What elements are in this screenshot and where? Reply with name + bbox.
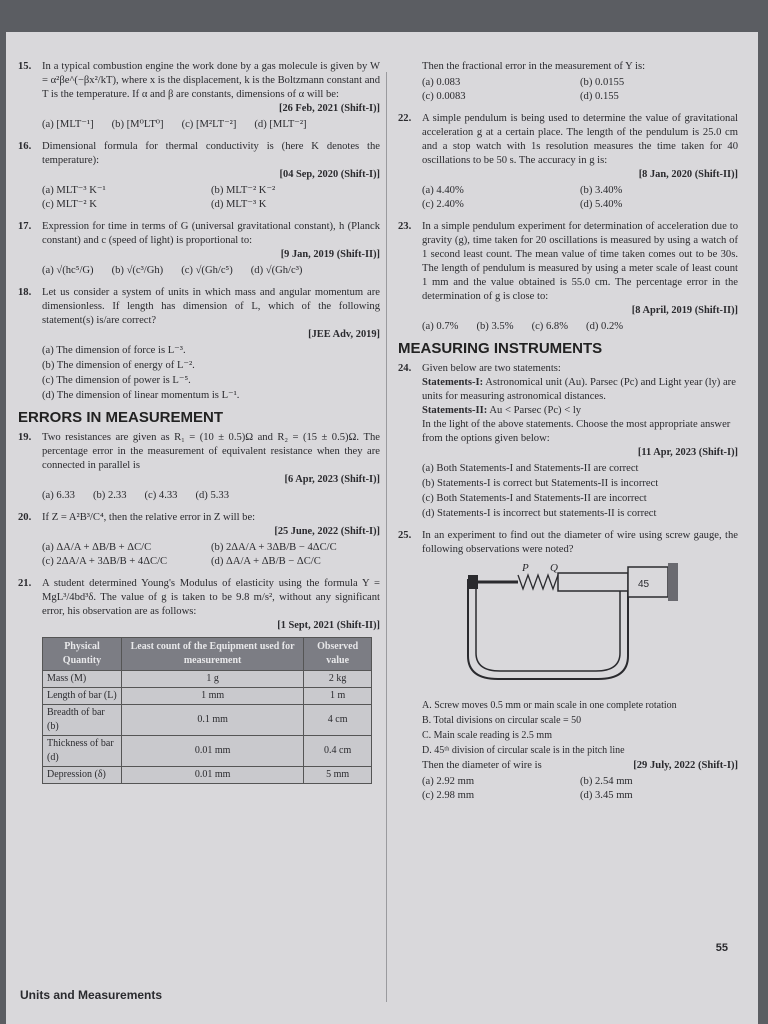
main-scale xyxy=(558,573,628,591)
circular-scale-reading: 45 xyxy=(638,579,650,590)
chapter-footer: Units and Measurements xyxy=(20,988,163,1002)
table-row xyxy=(43,688,372,705)
question-prompt: Then the diameter of wire is xyxy=(422,760,542,771)
question-number: 18. xyxy=(18,287,32,298)
observations xyxy=(398,699,738,758)
question-21-continued xyxy=(398,60,738,104)
option-d: (d) Statements-I is incorrect but statements-II is correct xyxy=(422,508,657,519)
question-source: [26 Feb, 2021 (Shift-I)] xyxy=(278,103,380,114)
observation-d: D. 45ᵗʰ division of circular scale is in the pitch line xyxy=(422,745,625,756)
option-c: (c) [M²LT⁻²] xyxy=(181,119,237,130)
option-d: (d) 0.155 xyxy=(580,91,619,102)
question-source: [1 Sept, 2021 (Shift-II)] xyxy=(277,620,380,631)
column-divider xyxy=(386,72,387,1002)
options xyxy=(18,344,380,403)
option-b: (b) 3.40% xyxy=(580,185,623,196)
table-row xyxy=(43,671,372,688)
option-b: (b) [M⁰LT⁰] xyxy=(111,119,164,130)
question-text: Dimensional formula for thermal conductivity is (here K denotes the temperature): xyxy=(42,141,380,166)
question-text: A student determined Young's Modulus of elasticity using the formula Y = MgL³/4bd³δ. The value of g is taken to be 9.8 m/s², without any significant error, his observation are as follows: xyxy=(42,578,380,617)
question-text: If Z = A²B³/C⁴, then the relative error in Z will be: xyxy=(42,512,256,523)
question-number: 16. xyxy=(18,141,32,152)
question-source: [9 Jan, 2019 (Shift-II)] xyxy=(280,249,380,260)
question-source: [JEE Adv, 2019] xyxy=(308,329,380,340)
option-c: (c) 0.0083 xyxy=(422,91,466,102)
statement-text: Au < Parsec (Pc) < ly xyxy=(489,405,582,416)
right-column xyxy=(398,60,738,811)
table-cell: 0.01 mm xyxy=(121,767,303,784)
table-row xyxy=(43,736,372,767)
option-d: (d) 0.2% xyxy=(586,321,624,332)
question-text: In a simple pendulum experiment for determination of acceleration due to gravity (g), time taken for 20 oscillations is measured by using a watch of 1 second least count. The mean value of time taken comes out to be 30s. The length of pendulum is measured by using a meter scale of least count 1 mm and the value obtained is 55.0 cm. The percentage error in the determination of g is close to: xyxy=(422,221,738,302)
observation-b: B. Total divisions on circular scale = 50 xyxy=(422,715,582,726)
option-a: (a) MLT⁻³ K⁻¹ xyxy=(42,185,106,196)
option-a: (a) Both Statements-I and Statements-II are correct xyxy=(422,463,639,474)
question-source: [04 Sep, 2020 (Shift-I)] xyxy=(279,169,380,180)
question-prompt: In the light of the above statements. Choose the most appropriate answer from the options given below: xyxy=(422,419,731,444)
options xyxy=(18,489,380,503)
question-text: Two resistances are given as R₁ = (10 ± 0.5)Ω and R₂ = (15 ± 0.5)Ω. The percentage error in the measurement of equivalent resistance when they are connected in parallel is xyxy=(42,432,380,471)
question-16 xyxy=(18,140,380,212)
table-cell: 0.01 mm xyxy=(121,736,303,767)
options xyxy=(398,76,738,104)
question-source: [8 April, 2019 (Shift-II)] xyxy=(631,305,738,316)
option-b: (b) The dimension of energy of L⁻². xyxy=(42,360,195,371)
section-heading-errors: ERRORS IN MEASUREMENT xyxy=(18,409,224,426)
table-header: Least count of the Equipment used for measurement xyxy=(121,638,303,671)
option-d: (d) [MLT⁻²] xyxy=(254,119,307,130)
label-p: P xyxy=(522,562,529,574)
table-cell: 1 mm xyxy=(121,688,303,705)
option-a: (a) 4.40% xyxy=(422,185,464,196)
table-header-row xyxy=(43,638,372,671)
table-cell: 5 mm xyxy=(304,767,372,784)
anvil xyxy=(468,575,478,589)
option-b: (b) 2ΔA/A + 3ΔB/B − 4ΔC/C xyxy=(211,542,337,553)
spindle-thread xyxy=(518,575,558,589)
option-a: (a) 0.7% xyxy=(422,321,459,332)
question-number: 23. xyxy=(398,221,412,232)
table-cell: Depression (δ) xyxy=(43,767,122,784)
screw-gauge-figure xyxy=(438,561,698,686)
table-row xyxy=(43,767,372,784)
table-header: Observed value xyxy=(304,638,372,671)
options xyxy=(18,118,380,132)
question-text: A simple pendulum is being used to determine the value of gravitational acceleration g at a certain place. The length of the pendulum is 25.0 cm and a stop watch with 1s resolution measures the time taken for 40 oscillations to be 50 s. The accuracy in g is: xyxy=(422,113,738,166)
option-b: (b) 2.54 mm xyxy=(580,776,633,787)
options xyxy=(18,184,380,212)
options xyxy=(398,320,738,334)
table-cell: 2 kg xyxy=(304,671,372,688)
table-cell: 1 m xyxy=(304,688,372,705)
option-c: (c) 4.33 xyxy=(144,490,178,501)
option-d: (d) MLT⁻³ K xyxy=(211,199,267,210)
question-text: Expression for time in terms of G (universal gravitational constant), h (Planck constant) and c (speed of light) is proportional to: xyxy=(42,221,380,246)
question-text: Then the fractional error in the measurement of Y is: xyxy=(422,61,646,72)
observation-a: A. Screw moves 0.5 mm or main scale in one complete rotation xyxy=(422,700,677,711)
option-a: (a) 0.083 xyxy=(422,77,461,88)
question-text: Given below are two statements: xyxy=(422,363,561,374)
gauge-frame xyxy=(468,579,628,679)
option-a: (a) The dimension of force is L⁻³. xyxy=(42,345,186,356)
textbook-page xyxy=(6,32,758,1024)
question-23 xyxy=(398,220,738,334)
option-d: (d) 5.40% xyxy=(580,199,623,210)
option-d: (d) ΔA/A + ΔB/B − ΔC/C xyxy=(211,556,321,567)
statement-text: Astronomical unit (Au). Parsec (Pc) and Light year (ly) are units for measuring astronomical distances. xyxy=(422,377,736,402)
table-cell: 1 g xyxy=(121,671,303,688)
question-number: 22. xyxy=(398,113,412,124)
option-a: (a) 6.33 xyxy=(42,490,75,501)
option-c: (c) 2.40% xyxy=(422,199,464,210)
option-a: (a) ΔA/A + ΔB/B + ΔC/C xyxy=(42,542,152,553)
page-number: 55 xyxy=(715,942,728,954)
question-19 xyxy=(18,431,380,503)
observation-table xyxy=(42,637,372,784)
question-prompt-row xyxy=(398,759,738,773)
question-source: [29 July, 2022 (Shift-I)] xyxy=(633,760,738,771)
option-d: (d) The dimension of linear momentum is L⁻¹. xyxy=(42,390,240,401)
option-c: (c) 2.98 mm xyxy=(422,790,475,801)
table-cell: 0.1 mm xyxy=(121,705,303,736)
option-c: (c) MLT⁻² K xyxy=(42,199,97,210)
question-24 xyxy=(398,362,738,521)
option-c: (c) 2ΔA/A + 3ΔB/B + 4ΔC/C xyxy=(42,556,168,567)
statement-1 xyxy=(398,376,738,404)
options xyxy=(18,541,380,569)
option-b: (b) MLT⁻² K⁻² xyxy=(211,185,276,196)
statement-label: Statements-II: xyxy=(422,405,488,416)
table-row xyxy=(43,705,372,736)
question-source: [8 Jan, 2020 (Shift-II)] xyxy=(638,169,738,180)
question-number: 25. xyxy=(398,530,412,541)
question-number: 21. xyxy=(18,578,32,589)
table-cell: 0.4 cm xyxy=(304,736,372,767)
option-d: (d) 3.45 mm xyxy=(580,790,633,801)
gauge-frame-inner xyxy=(476,579,620,671)
label-q: Q xyxy=(550,562,558,574)
question-number: 17. xyxy=(18,221,32,232)
option-c: (c) The dimension of power is L⁻⁵. xyxy=(42,375,191,386)
option-a: (a) [MLT⁻¹] xyxy=(42,119,94,130)
option-d: (d) √(Gh/c³) xyxy=(250,265,303,276)
option-d: (d) 5.33 xyxy=(195,490,229,501)
statement-label: Statements-I: xyxy=(422,377,484,388)
question-source: [6 Apr, 2023 (Shift-I)] xyxy=(284,474,380,485)
option-b: (b) √(c³/Gh) xyxy=(111,265,164,276)
question-20 xyxy=(18,511,380,569)
option-b: (b) 0.0155 xyxy=(580,77,625,88)
question-15 xyxy=(18,60,380,132)
statement-2 xyxy=(398,404,738,418)
question-21 xyxy=(18,577,380,784)
option-a: (a) 2.92 mm xyxy=(422,776,475,787)
table-header: Physical Quantity xyxy=(43,638,122,671)
option-b: (b) 3.5% xyxy=(476,321,514,332)
question-18 xyxy=(18,286,380,403)
option-c: (c) 6.8% xyxy=(531,321,569,332)
options xyxy=(398,775,738,803)
question-source: [25 June, 2022 (Shift-I)] xyxy=(274,526,380,537)
question-number: 19. xyxy=(18,432,32,443)
observation-c: C. Main scale reading is 2.5 mm xyxy=(422,730,552,741)
table-cell: Breadth of bar (b) xyxy=(43,705,122,736)
question-number: 15. xyxy=(18,61,32,72)
options xyxy=(398,184,738,212)
question-text: Let us consider a system of units in which mass and angular momentum are dimensionless. If length has dimension of L, which of the following statement(s) is/are correct? xyxy=(42,287,380,326)
question-text: In a typical combustion engine the work done by a gas molecule is given by W = α²βe^(−βx²/kT), where x is the displacement, k is the Boltzmann constant and T is the temperature. If α and β are constants, dimensions of α will be: xyxy=(42,61,380,100)
option-a: (a) √(hc⁵/G) xyxy=(42,265,94,276)
options xyxy=(398,462,738,521)
option-c: (c) Both Statements-I and Statements-II are incorrect xyxy=(422,493,647,504)
question-25 xyxy=(398,529,738,803)
table-cell: Thickness of bar (d) xyxy=(43,736,122,767)
table-cell: 4 cm xyxy=(304,705,372,736)
option-b: (b) 2.33 xyxy=(92,490,127,501)
question-22 xyxy=(398,112,738,212)
option-b: (b) Statements-I is correct but Statements-II is incorrect xyxy=(422,478,659,489)
question-source: [11 Apr, 2023 (Shift-I)] xyxy=(637,447,738,458)
ratchet xyxy=(668,563,678,601)
table-cell: Length of bar (L) xyxy=(43,688,122,705)
left-column xyxy=(18,60,380,792)
question-number: 20. xyxy=(18,512,32,523)
option-c: (c) √(Gh/c⁵) xyxy=(181,265,233,276)
section-heading-instruments: MEASURING INSTRUMENTS xyxy=(398,340,603,357)
options xyxy=(18,264,380,278)
question-text: In an experiment to find out the diameter of wire using screw gauge, the following observations were noted? xyxy=(422,530,738,555)
question-number: 24. xyxy=(398,363,412,374)
question-17 xyxy=(18,220,380,278)
table-cell: Mass (M) xyxy=(43,671,122,688)
